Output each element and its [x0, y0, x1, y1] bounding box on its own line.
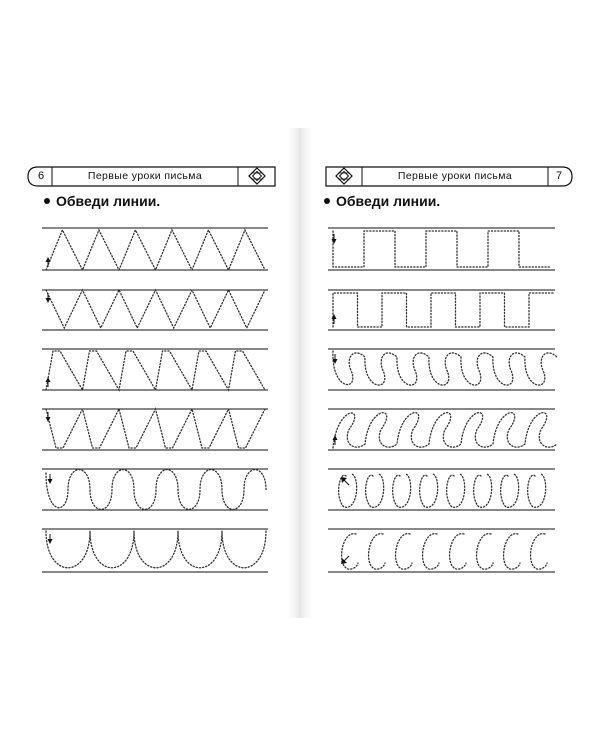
start-arrow-icon	[341, 556, 349, 564]
dotted-tracing-line	[46, 531, 266, 568]
start-arrow-icon	[48, 534, 53, 544]
dotted-tracing-line	[447, 474, 465, 507]
dotted-tracing-line	[46, 290, 265, 328]
dotted-tracing-line	[477, 534, 493, 569]
dotted-tracing-line	[333, 413, 557, 448]
dotted-tracing-line	[504, 534, 520, 569]
dotted-tracing-line	[531, 534, 547, 569]
dotted-tracing-line	[342, 534, 358, 569]
left-instruction-text: Обведи линии.	[56, 193, 161, 209]
dotted-tracing-line	[333, 293, 554, 327]
start-arrow-icon	[48, 474, 53, 484]
start-arrow-icon	[332, 234, 337, 244]
dotted-tracing-line	[420, 474, 438, 507]
right-instruction-text: Обведи линии.	[336, 193, 441, 209]
dotted-tracing-line	[528, 474, 546, 507]
left-header-title: Первые уроки письма	[87, 170, 203, 182]
dotted-tracing-line	[366, 474, 384, 507]
right-header-title: Первые уроки письма	[397, 170, 513, 182]
dotted-tracing-line	[396, 534, 412, 569]
dotted-tracing-line	[46, 409, 265, 448]
dotted-tracing-line	[450, 534, 466, 569]
dotted-tracing-line	[333, 351, 557, 385]
dotted-tracing-line	[474, 474, 492, 507]
right-page-number: 7	[555, 170, 563, 182]
start-arrow-icon	[46, 412, 51, 422]
start-arrow-icon	[341, 477, 349, 485]
start-arrow-icon	[332, 314, 337, 324]
dotted-tracing-line	[333, 231, 550, 267]
left-page-number: 6	[37, 170, 45, 182]
dotted-tracing-line	[46, 230, 265, 270]
dotted-tracing-line	[369, 534, 385, 569]
dotted-tracing-line	[501, 474, 519, 507]
dotted-tracing-line	[423, 534, 439, 569]
dotted-tracing-line	[46, 351, 265, 390]
dotted-tracing-line	[46, 470, 266, 510]
start-arrow-icon	[46, 293, 51, 303]
dotted-tracing-line	[393, 474, 411, 507]
start-arrow-icon	[46, 257, 51, 267]
